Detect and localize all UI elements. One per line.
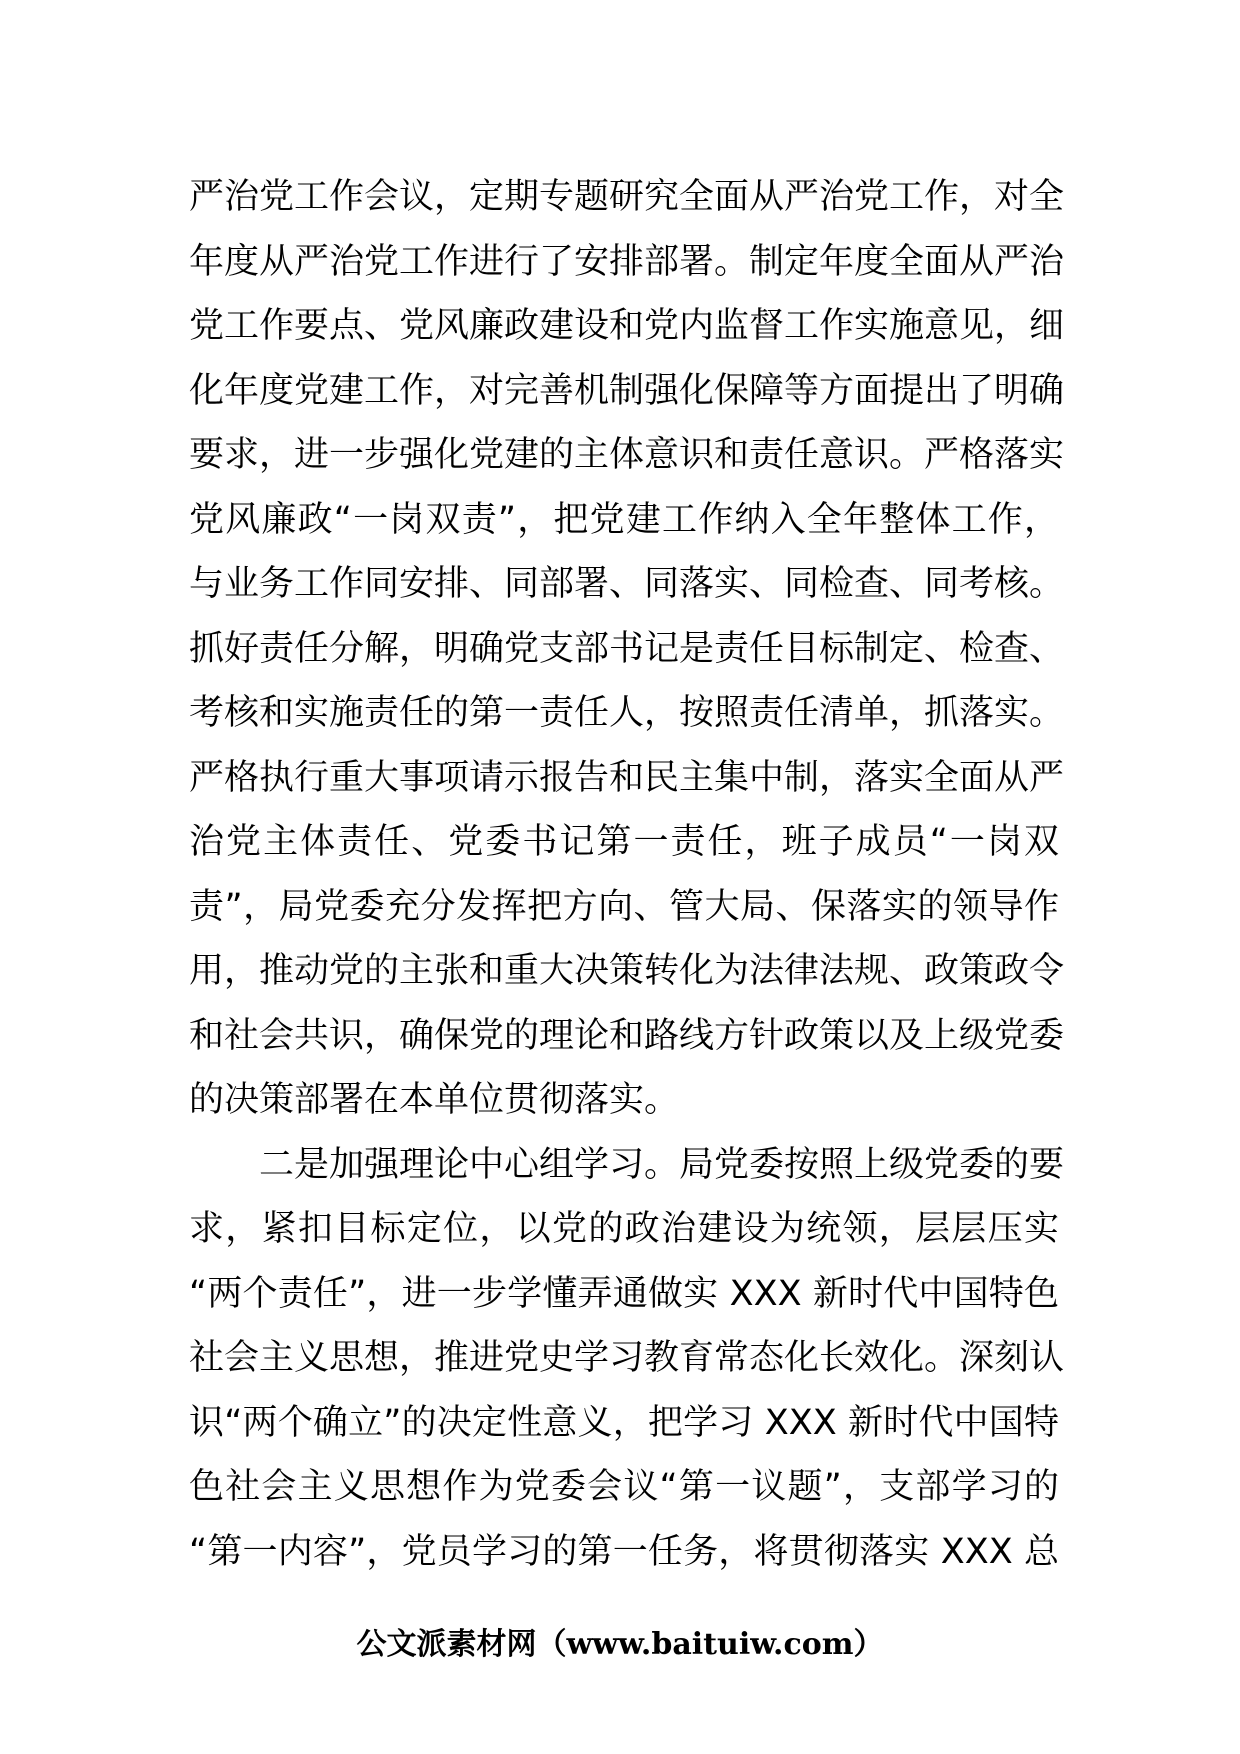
text-line: 党工作要点、党风廉政建设和党内监督工作实施意见，细 (189, 306, 1065, 346)
text-line: 年度从严治党工作进行了安排部署。制定年度全面从严治 (189, 241, 1065, 282)
text-line: 社会主义思想，推进党史学习教育常态化长效化。深刻认 (189, 1338, 1065, 1378)
text-line: 严格执行重大事项请示报告和民主集中制，落实全面从严 (189, 757, 1065, 798)
text-line: 考核和实施责任的第一责任人，按照责任清单，抓落实。 (189, 693, 1065, 733)
text-line: 党风廉政“一岗双责”，把党建工作纳入全年整体工作， (189, 499, 1059, 540)
text-line: 色社会主义思想作为党委会议“第一议题”，支部学习的 (189, 1467, 1059, 1507)
text-line: 责”，局党委充分发挥把方向、管大局、保落实的领导作 (189, 886, 1059, 927)
text-line: 严治党工作会议，定期专题研究全面从严治党工作，对全 (189, 177, 1065, 217)
text-line: 识“两个确立”的决定性意义，把学习 XXX 新时代中国特 (189, 1402, 1059, 1443)
text-line: 的决策部署在本单位贯彻落实。 (189, 1080, 680, 1120)
text-line: “两个责任”，进一步学懂弄通做实 XXX 新时代中国特色 (189, 1273, 1059, 1314)
text-line: 求，紧扣目标定位，以党的政治建设为统领，层层压实 (189, 1209, 1059, 1249)
text-line: “第一内容”，党员学习的第一任务，将贯彻落实 XXX 总 (189, 1531, 1059, 1572)
text-line: 抓好责任分解，明确党支部书记是责任目标制定、检查、 (189, 628, 1065, 669)
text-line: 与业务工作同安排、同部署、同落实、同检查、同考核。 (189, 564, 1065, 604)
document-body (189, 165, 1065, 1584)
text-line: 要求，进一步强化党建的主体意识和责任意识。严格落实 (189, 435, 1065, 475)
text-line: 和社会共识，确保党的理论和路线方针政策以及上级党委 (189, 1015, 1065, 1056)
text-line: 用，推动党的主张和重大决策转化为法律法规、政策政令 (189, 951, 1065, 991)
text-line: 化年度党建工作，对完善机制强化保障等方面提出了明确 (189, 370, 1065, 411)
footer-watermark: 公文派素材网（www.baituiw.com） (356, 1627, 884, 1662)
text-line: 治党主体责任、党委书记第一责任，班子成员“一岗双 (189, 822, 1059, 862)
paragraph-first-line: 二是加强理论中心组学习。局党委按照上级党委的要 (259, 1144, 1065, 1185)
